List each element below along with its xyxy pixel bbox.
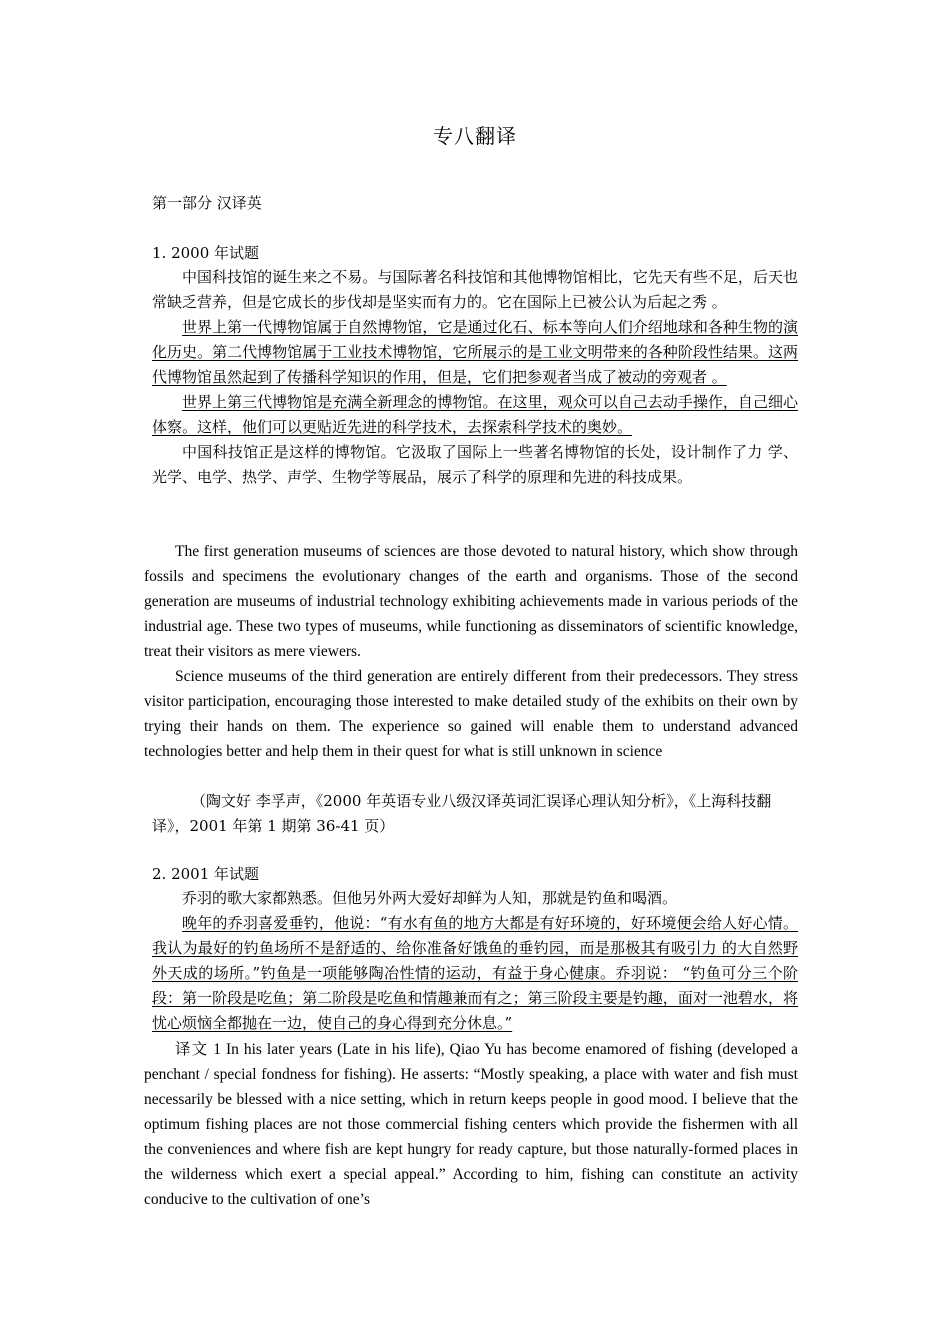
q2-chinese-block: [152, 862, 798, 1036]
q1-english-block: [144, 539, 798, 764]
q1-heading: 1. 2000 年试题: [152, 244, 260, 262]
q1-english-paragraph-2: Science museums of the third generation are entirely different from their predecessors. They stress visitor participation, encouraging those interested to make detailed study of the exhibits on their own by trying their hands on them. The experience so gained will enable them to understand advanced technologies better and help them in their quest for what is still unknown in science: [144, 668, 798, 760]
q2-english-block: [144, 1037, 798, 1212]
q1-english-paragraph-1: The first generation museums of sciences are those devoted to natural history, which show through fossils and specimens the evolutionary changes of the earth and organisms. Those of the second generation are museums of industrial technology exhibiting achievements made in various periods of the industrial age. These two types of museums, while functioning as disseminators of scientific knowledge, treat their visitors as mere viewers.: [144, 543, 798, 660]
q2-underlined-paragraph: [152, 911, 798, 1036]
q1-underlined-paragraph-2: [152, 390, 798, 440]
q1-intro-paragraph: 中国科技馆的诞生来之不易。与国际著名科技馆和其他博物馆相比，它先天有些不足，后天也常缺乏营养，但是它成长的步伐却是坚实而有力的。它在国际上已被公认为后起之秀 。: [152, 268, 798, 311]
q2-intro-paragraph: 乔羽的歌大家都熟悉。但他另外两大爱好却鲜为人知，那就是钓鱼和喝酒。: [182, 889, 678, 907]
q1-underlined-text-2: 世界上第三代博物馆是充满全新理念的博物馆。在这里，观众可以自己去动手操作，自己细心体察。这样，他们可以更贴近先进的科学技术，去探索科学技术的奥妙。: [152, 393, 798, 436]
q1-citation: （陶文好 李孚声，《2000 年英语专业八级汉译英词汇误译心理认知分析》，《上海科技翻译》，2001 年第 1 期第 36-41 页）: [152, 792, 772, 835]
q1-citation-block: [152, 789, 798, 839]
q2-translation-paragraph: 译文 1 In his later years (Late in his life), Qiao Yu has become enamored of fishing (developed a penchant / special fondness for fishing). He asserts: “Mostly speaking, a place with water and fish must necessarily be blessed with a nice setting, which in return keeps people in good mood. I believe that the optimum fishing places are not those commercial fishing centers which provide the fishermen with all the conveniences and where fish are kept hungry for ready capture, but those naturally-formed places in the wilderness which exert a special appeal.” According to him, fishing can constitute an activity conducive to the cultivation of one’s: [144, 1041, 798, 1208]
page-title: 专八翻译: [433, 124, 517, 148]
section-heading: 第一部分 汉译英: [152, 194, 262, 212]
q1-chinese-block: [152, 241, 798, 490]
q2-heading: 2. 2001 年试题: [152, 865, 260, 883]
q1-underlined-text-1: 世界上第一代博物馆属于自然博物馆，它是通过化石、标本等向人们介绍地球和各种生物的演化历史。第二代博物馆属于工业技术博物馆，它所展示的是工业文明带来的各种阶段性结果。这两代博物馆虽然起到了传播科学知识的作用，但是，它们把参观者当成了被动的旁观者 。: [152, 318, 798, 386]
q1-underlined-paragraph-1: [152, 315, 798, 390]
q2-underlined-text: 晚年的乔羽喜爱垂钓，他说：“有水有鱼的地方大都是有好环境的，好环境便会给人好心情。我认为最好的钓鱼场所不是舒适的、给你准备好饿鱼的垂钓园，而是那极其有吸引力 的大自然野外天成的场所。”钓鱼是一项能够陶冶性情的运动，有益于身心健康。乔羽说： “钓鱼可分三个阶段：第一阶段是吃鱼；第二阶段是吃鱼和情趣兼而有之；第三阶段主要是钓趣，面对一池碧水，将忧心烦恼全都抛在一边，使自己的身心得到充分休息。”: [152, 914, 798, 1032]
q1-closing-paragraph: 中国科技馆正是这样的博物馆。它汲取了国际上一些著名博物馆的长处，设计制作了力 学、光学、电学、热学、声学、生物学等展品，展示了科学的原理和先进的科技成果。: [152, 443, 798, 486]
